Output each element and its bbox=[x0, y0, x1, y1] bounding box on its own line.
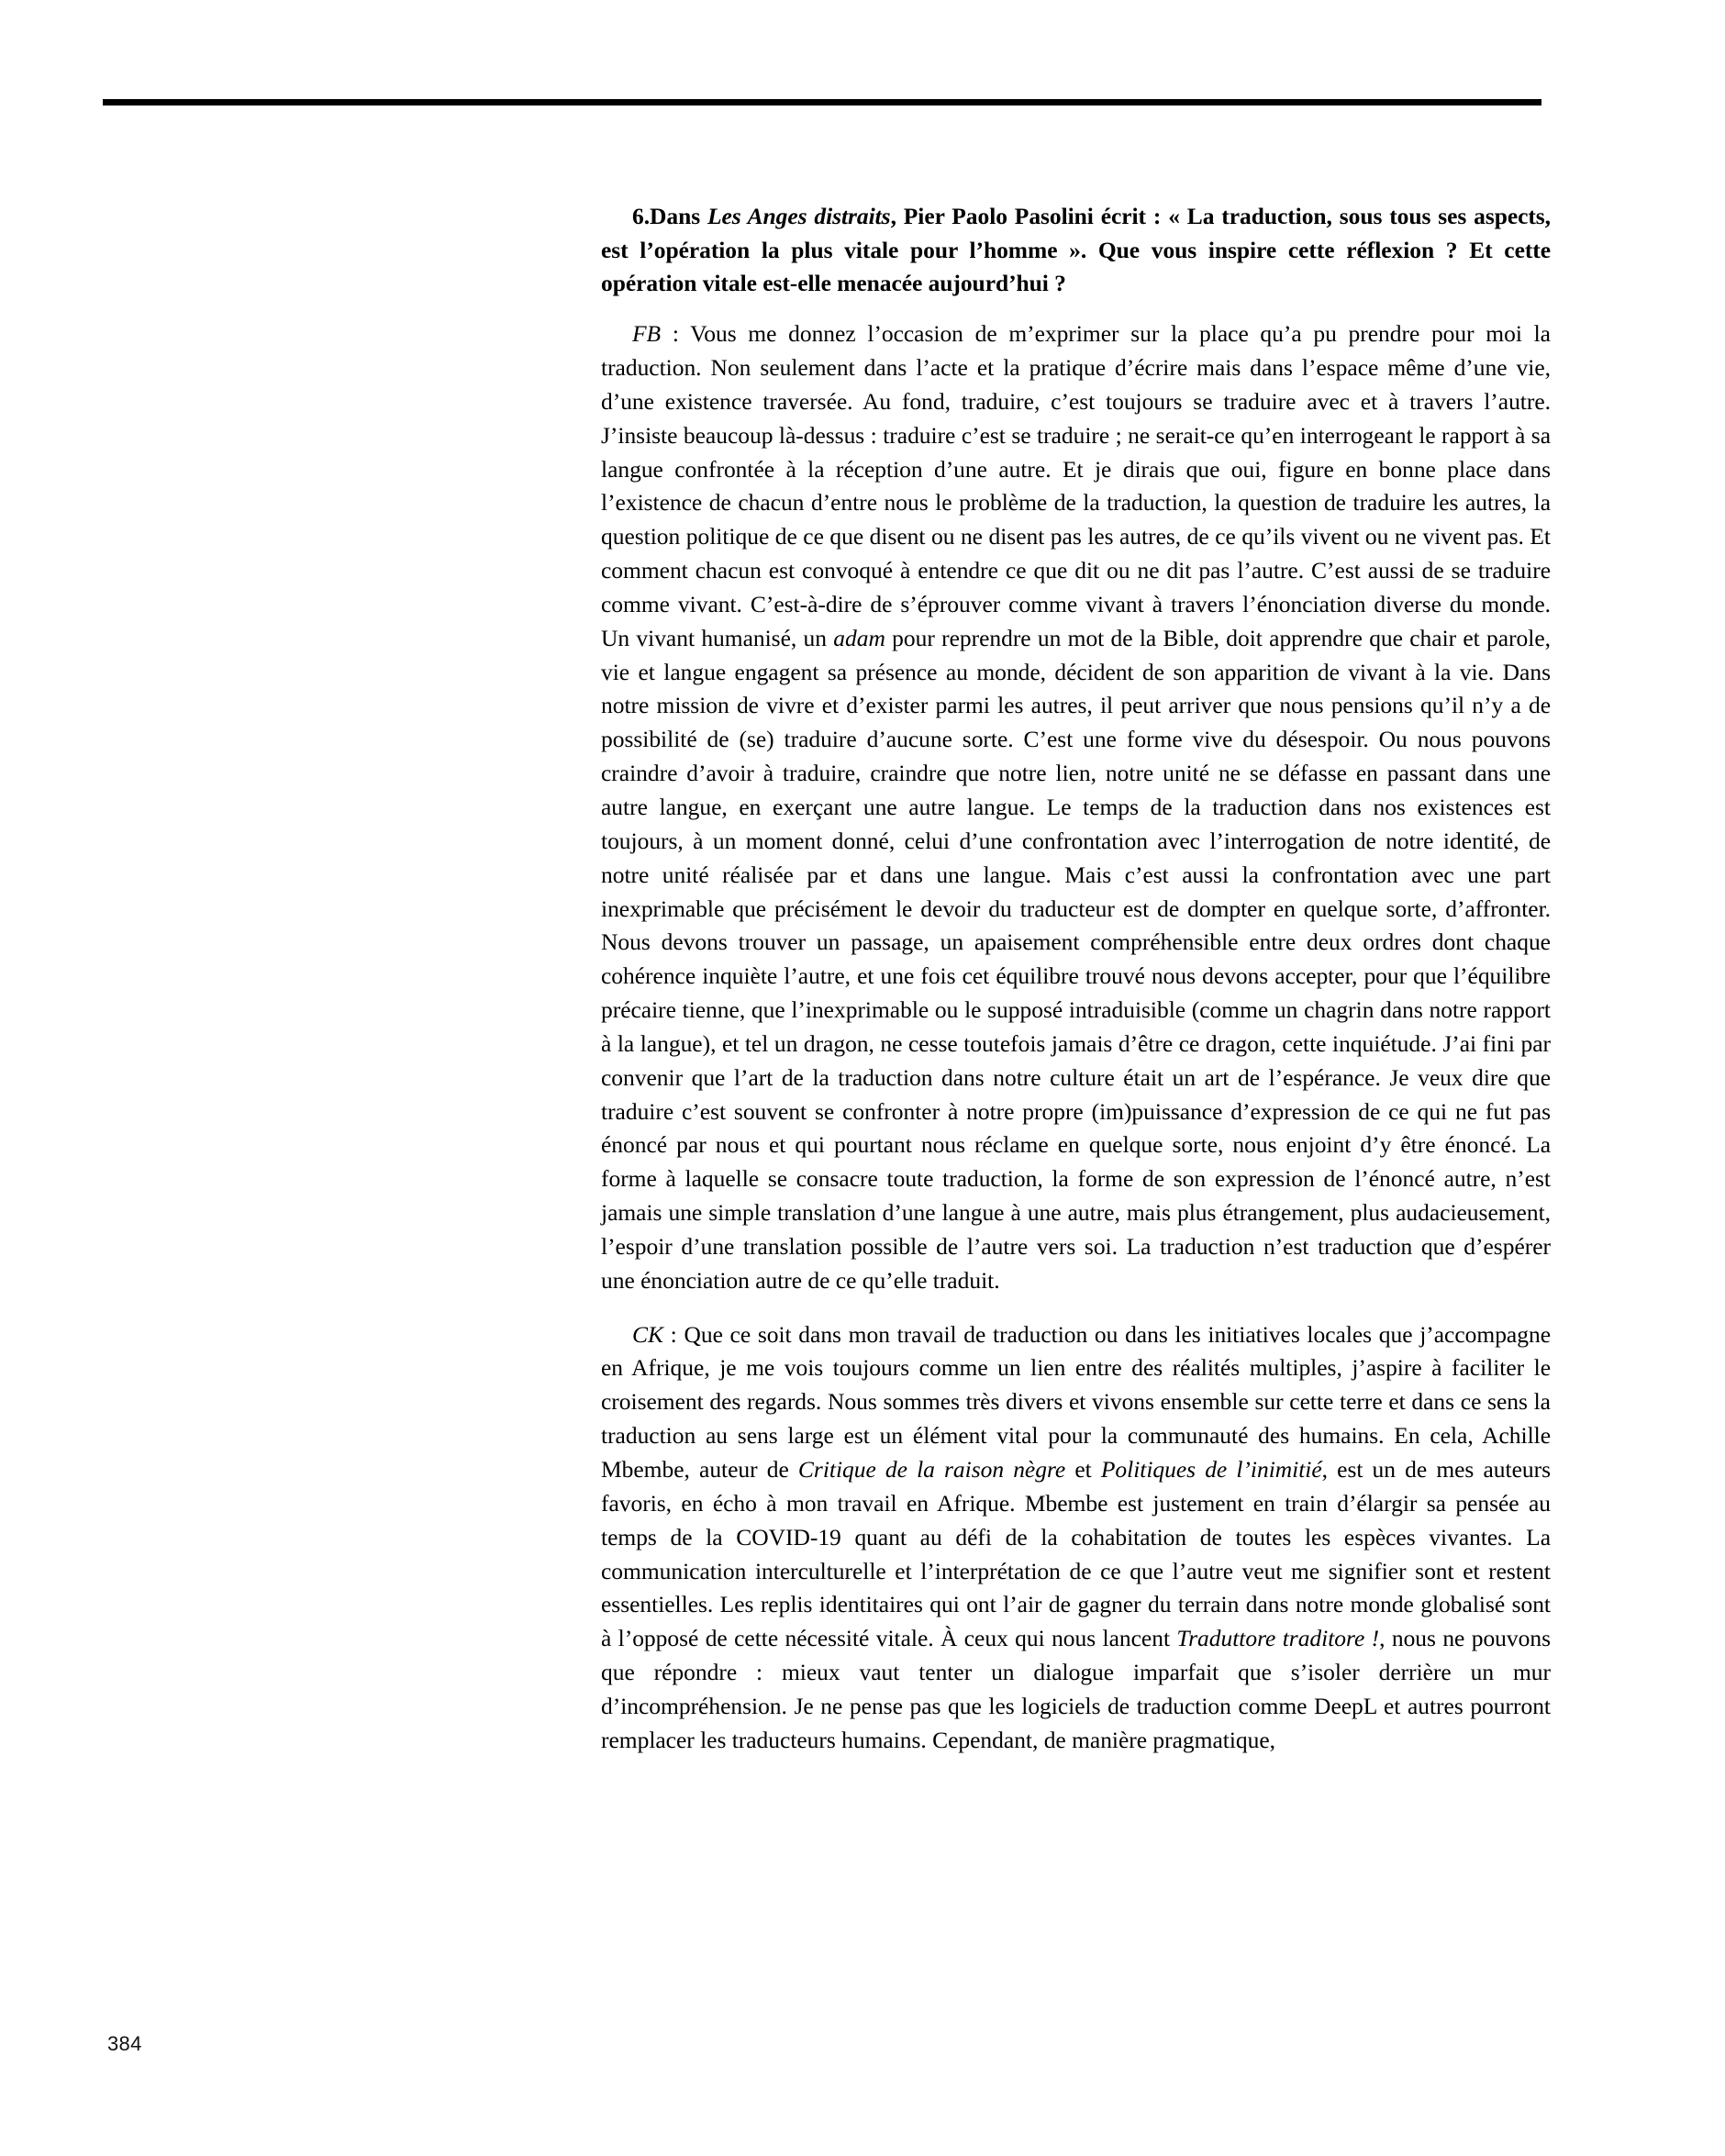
answer-italic-traduttore: Traduttore traditore ! bbox=[1176, 1625, 1380, 1652]
answer-text-fb-part2: pour reprendre un mot de la Bible, doit apprendre que chair et parole, vie et langue engagent sa présence au monde, décident de son apparition de vivant à la vie. Dans notre mission de vivre et d’exister parmi les autres, il peut arriver que nous pensions qu’il n’y a de possibilité de (se) traduire d’aucune sorte. C’est une forme vive du désespoir. Ou nous pouvons craindre d’avoir à traduire, craindre que notre lien, notre unité ne se défasse en passant dans une autre langue, en exerçant une autre langue. Le temps de la traduction dans nos existences est toujours, à un moment donné, celui d’une confrontation avec l’interrogation de notre identité, de notre unité réalisée par et dans une langue. Mais c’est aussi la confrontation avec une part inexprimable que précisément le devoir du traducteur est de dompter en quelque sorte, d’affronter. Nous devons trouver un passage, un apaisement compréhensible entre deux ordres dont chaque cohérence inquiète l’autre, et une fois cet équilibre trouvé nous devons accepter, pour que l’équilibre précaire tienne, que l’inexprimable ou le supposé intraduisible (comme un chagrin dans notre rapport à la langue), et tel un dragon, ne cesse toutefois jamais d’être ce dragon, cette inquiétude. J’ai fini par convenir que l’art de la traduction dans notre culture était un art de l’espérance. Je veux dire que traduire c’est souvent se confronter à notre propre (im)puissance d’expression de ce qui ne fut pas énoncé par nous et qui pourtant nous réclame en quelque sorte, nous enjoint d’y être énoncé. La forme à laquelle se consacre toute traduction, la forme de son expression de l’énoncé autre, n’est jamais une simple translation d’une langue à une autre, mais plus étrangement, plus audacieusement, l’espoir d’une translation possible de l’autre vers soi. La traduction n’est traduction que d’espérer une énonciation autre de ce qu’elle traduit. bbox=[601, 624, 1551, 1294]
interview-question bbox=[601, 200, 1551, 301]
answer-text-ck-part3: , est un de mes auteurs favoris, en écho à mon travail en Afrique. Mbembe est justement en train d’élargir sa pensée au temps de la COVID-19 quant au défi de la cohabitation de toutes les espèces vivantes. La communication interculturelle et l’interprétation de ce que l’autre veut me signifier sont et restent essentielles. Les replis identitaires qui ont l’air de gagner du terrain dans notre monde globalisé sont à l’opposé de cette nécessité vitale. À ceux qui nous lancent bbox=[601, 1456, 1551, 1652]
speaker-separator-fb: : bbox=[661, 320, 691, 348]
answer-italic-adam: adam bbox=[833, 624, 885, 651]
page-number: 384 bbox=[107, 2032, 142, 2055]
answer-italic-title-politiques: Politiques de l’inimitié bbox=[1100, 1456, 1322, 1483]
text-column bbox=[601, 200, 1551, 1763]
question-number: 6. bbox=[632, 203, 651, 229]
answer-paragraph-ck bbox=[601, 1318, 1551, 1758]
speaker-separator-ck: : bbox=[662, 1320, 684, 1348]
question-text: , Pier Paolo Pasolini écrit : « La traduction, sous tous ses aspects, est l’opération la plus vitale pour l’homme ». Que vous inspire cette réflexion ? Et cette opération vitale est-elle menacée aujourd’hui ? bbox=[601, 203, 1552, 297]
answer-text-ck-part4: , nous ne pouvons que répondre : mieux vaut tenter un dialogue imparfait que s’isoler derrière un mur d’incompréhension. Je ne pense pas que les logiciels de traduction comme DeepL et autres pourront remplacer les traducteurs humains. Cependant, de manière pragmatique, bbox=[601, 1625, 1552, 1753]
speaker-initials-fb: FB bbox=[632, 320, 662, 348]
answer-text-ck-part2: et bbox=[1065, 1456, 1101, 1483]
question-work-title: Les Anges distraits bbox=[707, 203, 891, 229]
answer-text-ck-part1: Que ce soit dans mon travail de traduction ou dans les initiatives locales que j’accompagne en Afrique, je me vois toujours comme un lien entre des réalités multiples, j’aspire à faciliter le croisement des regards. Nous sommes très divers et vivons ensemble sur cette terre et dans ce sens la traduction au sens large est un élément vital pour la communauté des humains. En cela, Achille Mbembe, auteur de bbox=[601, 1320, 1551, 1483]
answer-italic-title-critique: Critique de la raison nègre bbox=[797, 1456, 1066, 1483]
speaker-initials-ck: CK bbox=[632, 1320, 663, 1348]
header-rule bbox=[103, 99, 1541, 106]
answer-text-fb-part1: Vous me donnez l’occasion de m’exprimer sur la place qu’a pu prendre pour moi la traduction. Non seulement dans l’acte et la pratique d’écrire mais dans l’espace même d’une vie, d’une existence traversée. Au fond, traduire, c’est toujours se traduire avec et à travers l’autre. J’insiste beaucoup là-dessus : traduire c’est se traduire ; ne serait-ce qu’en interrogeant le rapport à sa langue confrontée à la réception d’une autre. Et je dirais que oui, figure en bonne place dans l’existence de chacun d’entre nous le problème de la traduction, la question de traduire les autres, la question politique de ce que disent ou ne disent pas les autres, de ce qu’ils vivent ou ne vivent pas. Et comment chacun est convoqué à entendre ce que dit ou ne dit pas l’autre. C’est aussi de se traduire comme vivant. C’est-à-dire de s’éprouver comme vivant à travers l’énonciation diverse du monde. Un vivant humanisé, un bbox=[601, 320, 1551, 651]
answer-paragraph-fb bbox=[601, 317, 1551, 1297]
question-lead-in: Dans bbox=[650, 203, 707, 229]
